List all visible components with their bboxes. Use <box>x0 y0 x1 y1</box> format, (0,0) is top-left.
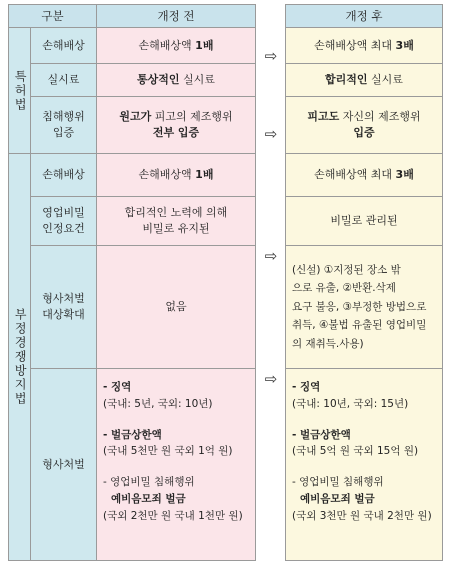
penalty-before-prison-value: (국내: 5년, 국외: 10년) <box>103 397 213 410</box>
comp-damages-before <box>96 153 256 197</box>
royalty-after <box>285 63 443 97</box>
penalty-before-conspiracy-heading: - 영업비밀 침해행위 <box>103 476 195 489</box>
criminal-scope-label-line1: 형사처벌 <box>42 292 85 306</box>
group-patent <box>8 27 31 154</box>
header-before <box>96 4 256 28</box>
criminal-scope-after-line: 의 재취득.사용) <box>292 337 364 350</box>
infringement-after-line2: 입증 <box>353 126 375 139</box>
comp-damages-after-text: 손해배상액 최대 <box>314 168 396 182</box>
criminal-scope-label-line2: 대상확대 <box>42 308 85 321</box>
row-label-criminal-penalty <box>30 368 97 561</box>
criminal-penalty-before <box>96 368 256 561</box>
header-after <box>285 4 443 28</box>
criminal-penalty-after <box>285 368 443 561</box>
royalty-before <box>96 63 256 97</box>
criminal-scope-after-line: 으로 유출, ②반환.삭제 <box>292 282 396 295</box>
royalty-before-text: 실시료 <box>179 73 215 87</box>
arrow-right-icon: ⇨ <box>264 47 278 65</box>
trade-secret-label-line2: 인정요건 <box>42 222 85 235</box>
arrow-right-icon: ⇨ <box>264 247 278 265</box>
patent-damages-after-bold: 3배 <box>395 38 414 52</box>
comp-damages-before-text: 손해배상액 <box>138 168 196 182</box>
arrow-right-icon: ⇨ <box>264 125 278 143</box>
criminal-scope-after-line: (신설) ①지정된 장소 밖 <box>292 264 401 277</box>
header-before-text: 개정 전 <box>157 8 195 23</box>
penalty-after-conspiracy-bold: 예비음모죄 벌금 <box>300 492 375 505</box>
arrow-right-icon: ⇨ <box>264 370 278 388</box>
trade-secret-before-line2: 비밀로 유지된 <box>142 222 210 235</box>
penalty-before-prison-heading: - 징역 <box>103 381 132 393</box>
penalty-before-conspiracy-bold: 예비음모죄 벌금 <box>111 492 186 505</box>
trade-secret-before <box>96 196 256 246</box>
comp-damages-after-bold: 3배 <box>395 168 414 182</box>
header-after-text: 개정 후 <box>345 8 383 23</box>
infringement-after <box>285 96 443 154</box>
penalty-before-fine-value: (국내 5천만 원 국외 1억 원) <box>103 445 233 458</box>
patent-damages-before-bold: 1배 <box>195 38 214 52</box>
criminal-scope-before-text: 없음 <box>165 300 187 314</box>
group-competition <box>8 153 31 561</box>
group-patent-label: 특허법 <box>13 69 28 112</box>
trade-secret-before-line1: 합리적인 노력에 의해 <box>124 206 228 220</box>
trade-secret-after-text: 비밀로 관리된 <box>330 214 398 228</box>
row-label-comp-damages <box>30 153 97 197</box>
group-competition-label: 부정경쟁방지법 <box>13 308 28 406</box>
comp-damages-label: 손해배상 <box>42 168 85 182</box>
row-label-trade-secret <box>30 196 97 246</box>
penalty-before-fine-heading: - 벌금상한액 <box>103 428 162 441</box>
patent-damages-label: 손해배상 <box>42 38 85 52</box>
penalty-after-prison-value: (국내: 10년, 국외: 15년) <box>292 397 409 410</box>
patent-damages-after-text: 손해배상액 최대 <box>314 38 396 52</box>
criminal-scope-after-line: 취득, ④불법 유출된 영업비밀 <box>292 319 427 332</box>
infringement-before-bold: 원고가 <box>119 110 152 124</box>
criminal-scope-after-line: 요구 불응, ③부정한 방법으로 <box>292 300 427 313</box>
header-category-text: 구분 <box>41 8 64 23</box>
infringement-before-line1: 피고의 제조행위 <box>151 110 233 124</box>
patent-damages-before-text: 손해배상액 <box>138 38 196 52</box>
comp-damages-before-bold: 1배 <box>195 168 214 182</box>
royalty-after-text: 실시료 <box>367 73 403 87</box>
penalty-after-prison-heading: - 징역 <box>292 381 321 393</box>
trade-secret-label-line1: 영업비밀 <box>42 206 85 220</box>
patent-damages-before <box>96 27 256 64</box>
infringement-after-line1: 자신의 제조행위 <box>339 110 421 124</box>
royalty-before-bold: 통상적인 <box>137 73 180 87</box>
row-label-infringement <box>30 96 97 154</box>
comp-damages-after <box>285 153 443 197</box>
row-label-royalty <box>30 63 97 97</box>
royalty-label: 실시료 <box>47 73 80 87</box>
patent-damages-after <box>285 27 443 64</box>
criminal-scope-after <box>285 245 443 369</box>
row-label-patent-damages <box>30 27 97 64</box>
infringement-label-line1: 침해행위 <box>42 110 85 124</box>
infringement-before-line2: 전부 입증 <box>152 126 200 139</box>
infringement-before <box>96 96 256 154</box>
criminal-scope-before <box>96 245 256 369</box>
row-label-criminal-scope <box>30 245 97 369</box>
header-category <box>8 4 97 28</box>
penalty-after-fine-heading: - 벌금상한액 <box>292 428 351 441</box>
criminal-penalty-label: 형사처벌 <box>42 457 85 471</box>
trade-secret-after <box>285 196 443 246</box>
infringement-label-line2: 입증 <box>52 126 75 139</box>
royalty-after-bold: 합리적인 <box>325 73 368 87</box>
penalty-before-conspiracy-value: (국외 2천만 원 국내 1천만 원) <box>103 509 243 522</box>
penalty-after-fine-value: (국내 5억 원 국외 15억 원) <box>292 445 419 458</box>
penalty-after-conspiracy-heading: - 영업비밀 침해행위 <box>292 476 384 489</box>
infringement-after-bold: 피고도 <box>307 110 340 124</box>
penalty-after-conspiracy-value: (국외 3천만 원 국내 2천만 원) <box>292 509 432 522</box>
